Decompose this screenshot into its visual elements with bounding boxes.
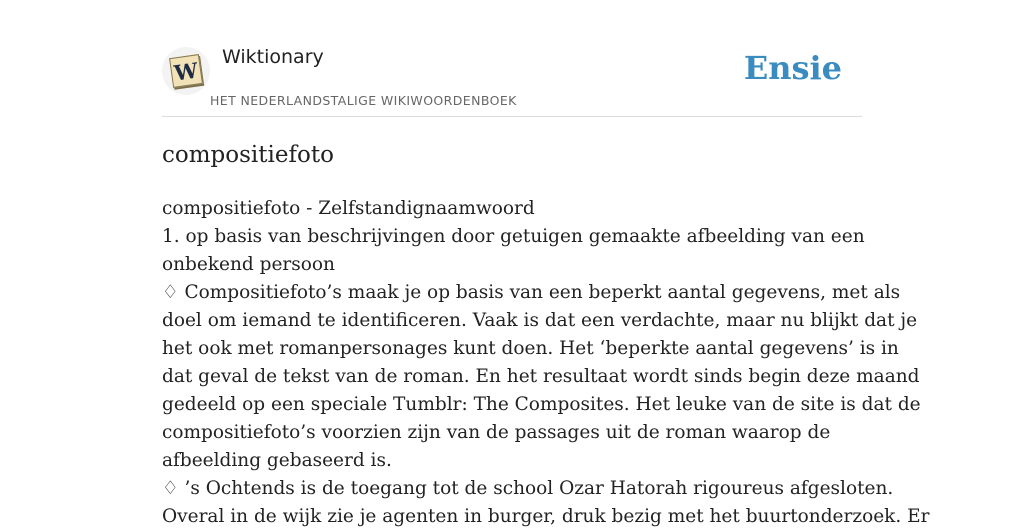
example-line: gedeeld op een speciale Tumblr: The Composites. Het leuke van de site is dat de [162, 394, 921, 415]
site-tagline: HET NEDERLANDSTALIGE WIKIWOORDENBOEK [210, 93, 517, 108]
definition-line: compositiefoto - Zelfstandignaamwoord [162, 198, 535, 219]
ensie-brand-logo[interactable]: Ensie [743, 49, 842, 87]
example-line: het ook met romanpersonages kunt doen. Het ‘beperkte aantal gegevens’ is in [162, 338, 899, 359]
wiktionary-logo[interactable] [162, 47, 210, 95]
example-line: afbeelding gebaseerd is. [162, 450, 392, 471]
example-line: Overal in de wijk zie je agenten in burger, druk bezig met het buurtonderzoek. Er [162, 506, 930, 527]
logo-letter: W [172, 56, 200, 86]
example-line: dat geval de tekst van de roman. En het resultaat wordt sinds begin deze maand [162, 366, 920, 387]
definition-line: onbekend persoon [162, 254, 335, 275]
definition-line: 1. op basis van beschrijvingen door getuigen gemaakte afbeelding van een [162, 226, 865, 247]
site-name[interactable]: Wiktionary [222, 46, 324, 68]
site-header [162, 40, 862, 117]
entry-definition [162, 195, 930, 531]
example-line: compositiefoto’s voorzien zijn van de passages uit de roman waarop de [162, 422, 831, 443]
main-content [162, 140, 930, 531]
logo-tile-icon [169, 54, 203, 88]
entry-title: compositiefoto [162, 142, 334, 168]
example-line: ♢ ’s Ochtends is de toegang tot de school Ozar Hatorah rigoureus afgesloten. [162, 478, 894, 499]
example-line: doel om iemand te identificeren. Vaak is dat een verdachte, maar nu blijkt dat je [162, 310, 918, 331]
example-line: ♢ Compositiefoto’s maak je op basis van een beperkt aantal gegevens, met als [162, 282, 901, 303]
